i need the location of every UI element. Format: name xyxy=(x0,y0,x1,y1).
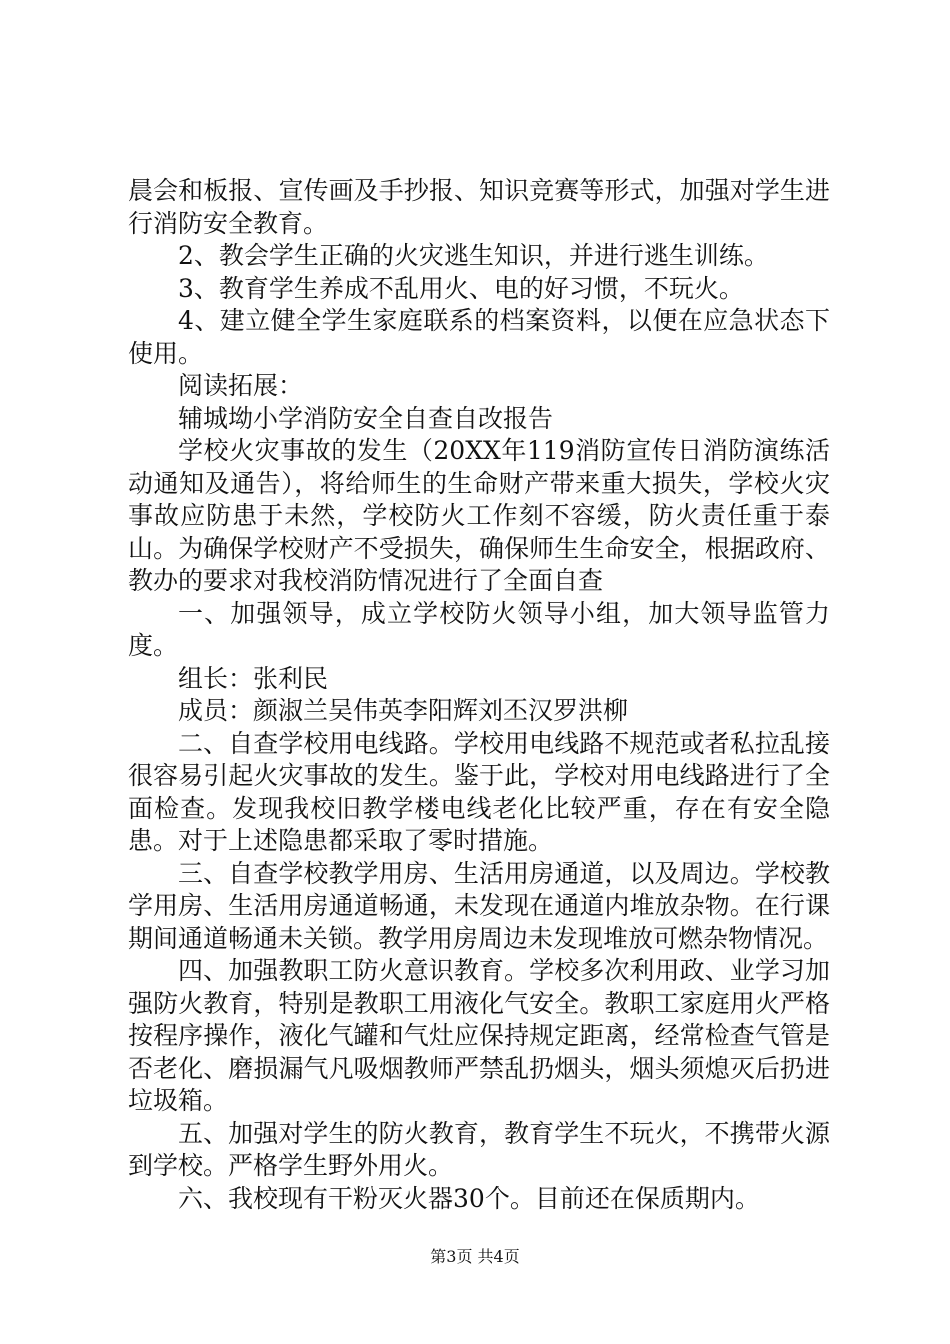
paragraph-section-3: 三、自查学校教学用房、生活用房通道，以及周边。学校教学用房、生活用房通道畅通，未发现在通道内堆放杂物。在行课期间通道畅通未关锁。教学用房周边未发现堆放可燃杂物情况。 xyxy=(128,858,830,953)
paragraph-2: 2、教会学生正确的火灾逃生知识，并进行逃生训练。 xyxy=(178,241,769,270)
paragraph-section-5: 五、加强对学生的防火教育，教育学生不玩火，不携带火源到学校。严格学生野外用火。 xyxy=(128,1118,830,1180)
paragraph-1: 晨会和板报、宣传画及手抄报、知识竞赛等形式，加强对学生进行消防安全教育。 xyxy=(128,176,830,238)
report-title: 辅城坳小学消防安全自查自改报告 xyxy=(178,403,554,433)
paragraph-4: 4、建立健全学生家庭联系的档案资料，以便在应急状态下使用。 xyxy=(128,306,830,368)
paragraph-leader: 组长：张利民 xyxy=(178,663,329,693)
paragraph-3: 3、教育学生养成不乱用火、电的好习惯，不玩火。 xyxy=(178,273,744,303)
paragraph-section-6: 六、我校现有干粉灭火器30个。目前还在保质期内。 xyxy=(178,1183,760,1213)
document-body xyxy=(128,175,830,1215)
paragraph-section-2: 二、自查学校用电线路。学校用电线路不规范或者私拉乱接很容易引起火灾事故的发生。鉴于此，学校对用电线路进行了全面检查。发现我校旧教学楼电线老化比较严重，存在有安全隐患。对于上述隐患都采取了零时措施。 xyxy=(128,728,830,855)
paragraph-members: 成员：颜淑兰吴伟英李阳辉刘丕汉罗洪柳 xyxy=(178,696,629,725)
reading-extension-label: 阅读拓展： xyxy=(178,371,304,400)
paragraph-intro: 学校火灾事故的发生（20XX年119消防宣传日消防演练活动通知及通告），将给师生的生命财产带来重大损失，学校火灾事故应防患于未然，学校防火工作刻不容缓，防火责任重于泰山。为确保学校财产不受损失，确保师生生命安全，根据政府、教办的要求对我校消防情况进行了全面自查 xyxy=(128,436,830,595)
paragraph-section-4: 四、加强教职工防火意识教育。学校多次利用政、业学习加强防火教育，特别是教职工用液化气安全。教职工家庭用火严格按程序操作，液化气罐和气灶应保持规定距离，经常检查气管是否老化、磨损漏气凡吸烟教师严禁乱扔烟头，烟头须熄灭后扔进垃圾箱。 xyxy=(128,956,830,1115)
page-footer: 第3页 共4页 xyxy=(430,1247,520,1266)
paragraph-section-1: 一、加强领导，成立学校防火领导小组，加大领导监管力度。 xyxy=(128,598,830,660)
